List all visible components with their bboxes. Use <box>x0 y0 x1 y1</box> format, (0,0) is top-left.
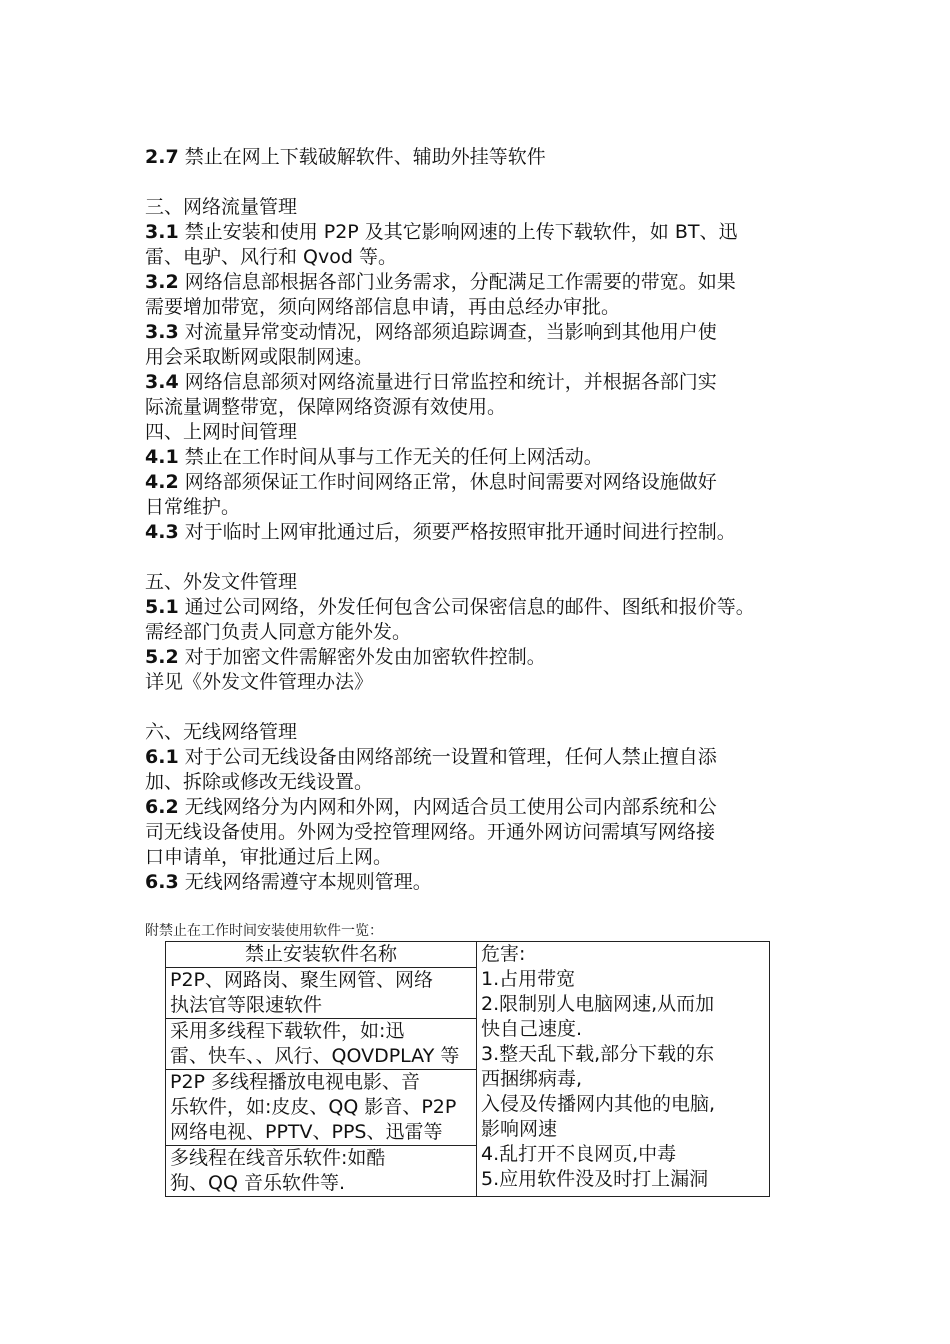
section-5-note: 详见《外发文件管理办法》 <box>145 671 374 693</box>
rule-3-2-cont: 需要增加带宽，须向网络部信息申请，再由总经办审批。 <box>145 296 621 318</box>
harm-cell <box>477 942 770 1197</box>
rule-3-2: 3.2 网络信息部根据各部门业务需求，分配满足工作需要的带宽。如果 <box>145 271 736 293</box>
harm-title: 危害: <box>481 943 526 965</box>
harm-item: 入侵及传播网内其他的电脑, <box>481 1093 716 1115</box>
software-table <box>165 941 770 1197</box>
software-cell: P2P、网路岗、聚生网管、网络 执法官等限速软件 <box>166 968 477 1019</box>
rule-3-4: 3.4 网络信息部须对网络流量进行日常监控和统计，并根据各部门实 <box>145 371 717 393</box>
rule-5-1-cont: 需经部门负责人同意方能外发。 <box>145 621 412 643</box>
harm-item: 快自己速度. <box>481 1018 583 1040</box>
table-caption: 附禁止在工作时间安装使用软件一览： <box>145 923 383 939</box>
rule-4-3: 4.3 对于临时上网审批通过后，须要严格按照审批开通时间进行控制。 <box>145 521 736 543</box>
harm-item: 4.乱打开不良网页,中毒 <box>481 1143 677 1165</box>
harm-item: 2.限制别人电脑网速,从而加 <box>481 993 715 1015</box>
software-cell: 多线程在线音乐软件:如酷 狗、QQ 音乐软件等. <box>166 1146 477 1197</box>
rule-6-3: 6.3 无线网络需遵守本规则管理。 <box>145 871 432 893</box>
rule-3-1: 3.1 禁止安装和使用 P2P 及其它影响网速的上传下载软件，如 BT、迅 <box>145 221 738 243</box>
harm-item: 西捆绑病毒, <box>481 1068 583 1090</box>
spacer <box>145 545 825 570</box>
rule-3-4-cont: 际流量调整带宽，保障网络资源有效使用。 <box>145 396 507 418</box>
rule-4-2: 4.2 网络部须保证工作时间网络正常，休息时间需要对网络设施做好 <box>145 471 717 493</box>
harm-item: 5.应用软件没及时打上漏洞 <box>481 1168 709 1190</box>
spacer <box>145 695 825 720</box>
rule-4-2-cont: 日常维护。 <box>145 496 241 518</box>
section-5-title: 五、外发文件管理 <box>145 571 298 593</box>
section-3-title: 三、网络流量管理 <box>145 196 298 218</box>
harm-item: 影响网速 <box>481 1118 558 1140</box>
harm-item: 3.整天乱下载,部分下载的东 <box>481 1043 715 1065</box>
software-cell: P2P 多线程播放电视电影、音 乐软件，如:皮皮、QQ 影音、P2P 网络电视、PPTV、PPS、迅雷等 <box>166 1070 477 1146</box>
spacer <box>145 170 825 195</box>
harm-item: 1.占用带宽 <box>481 968 576 990</box>
table-row <box>166 942 770 968</box>
document-page <box>145 145 825 1197</box>
rule-5-1: 5.1 通过公司网络，外发任何包含公司保密信息的邮件、图纸和报价等。 <box>145 596 755 618</box>
software-cell: 采用多线程下载软件，如:迅 雷、快车、、风行、QOVDPLAY 等 <box>166 1019 477 1070</box>
rule-5-2: 5.2 对于加密文件需解密外发由加密软件控制。 <box>145 646 546 668</box>
rule-6-2-cont2: 口申请单，审批通过后上网。 <box>145 846 393 868</box>
rule-2-7: 2.7 禁止在网上下载破解软件、辅助外挂等软件 <box>145 146 546 168</box>
rule-4-1: 4.1 禁止在工作时间从事与工作无关的任何上网活动。 <box>145 446 603 468</box>
rule-3-3: 3.3 对流量异常变动情况，网络部须追踪调查，当影响到其他用户使 <box>145 321 717 343</box>
table-header-name: 禁止安装软件名称 <box>166 942 477 968</box>
rule-3-1-cont: 雷、电驴、风行和 Qvod 等。 <box>145 246 397 268</box>
rule-6-2: 6.2 无线网络分为内网和外网，内网适合员工使用公司内部系统和公 <box>145 796 717 818</box>
rule-3-3-cont: 用会采取断网或限制网速。 <box>145 346 374 368</box>
rule-6-1-cont: 加、拆除或修改无线设置。 <box>145 771 374 793</box>
section-6-title: 六、无线网络管理 <box>145 721 298 743</box>
section-4-title: 四、上网时间管理 <box>145 421 298 443</box>
rule-6-1: 6.1 对于公司无线设备由网络部统一设置和管理，任何人禁止擅自添 <box>145 746 717 768</box>
rule-6-2-cont: 司无线设备使用。外网为受控管理网络。开通外网访问需填写网络接 <box>145 821 716 843</box>
